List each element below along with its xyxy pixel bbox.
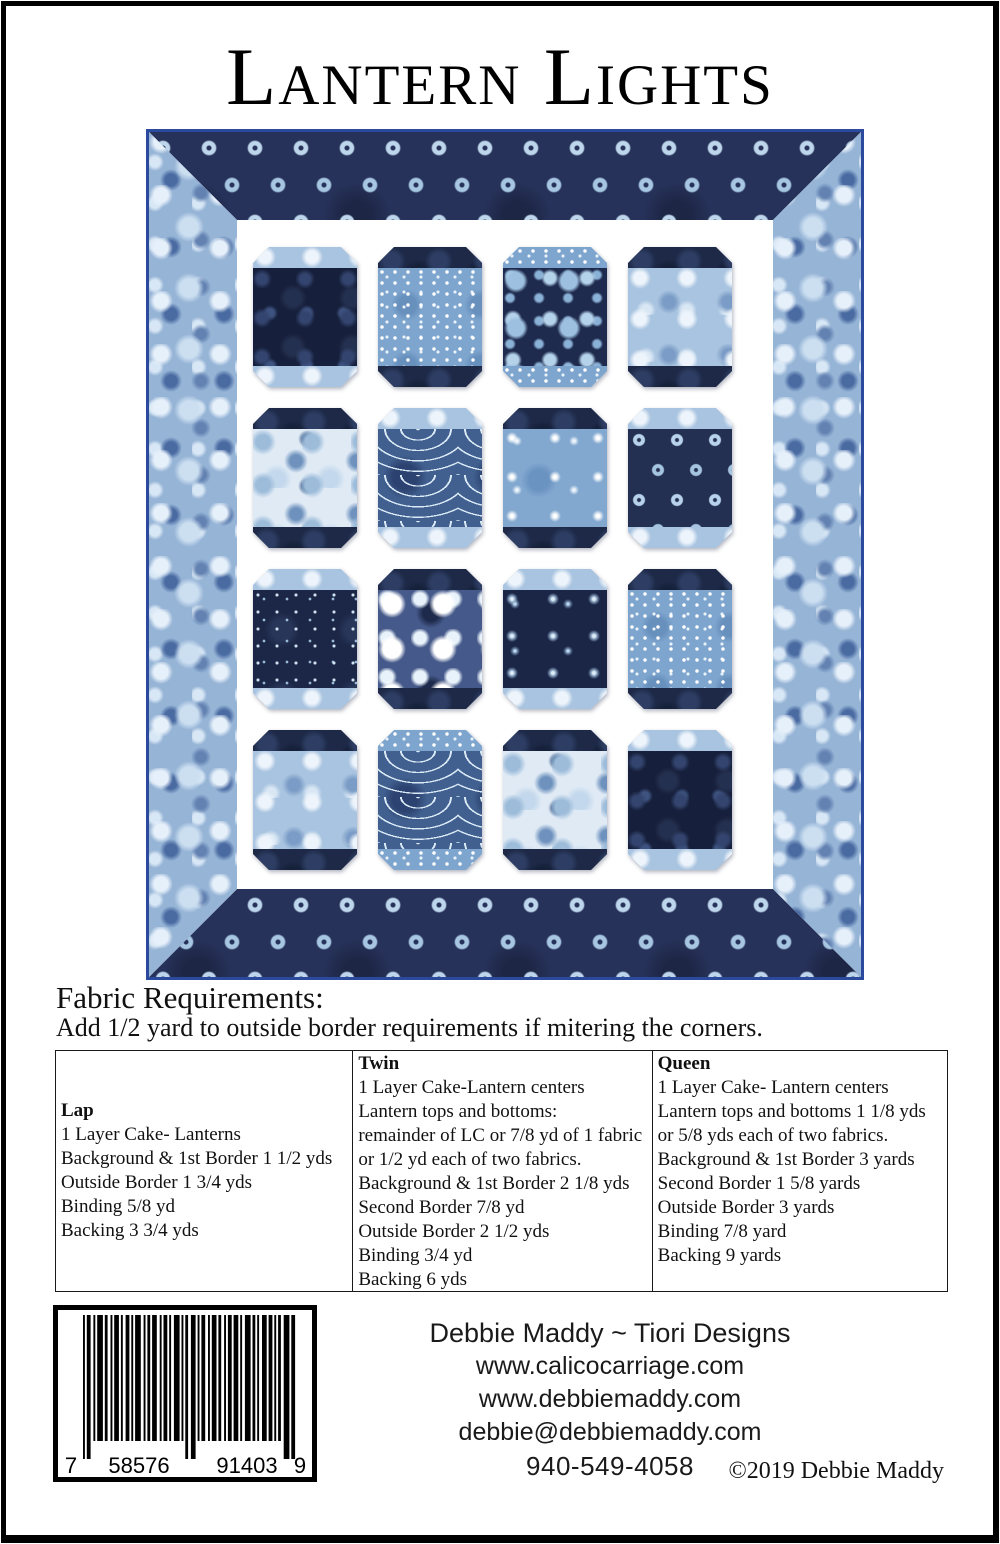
fabric-column-lap [56, 1051, 352, 1291]
column-header: Lap [61, 1100, 94, 1121]
requirement-line: Backing 6 yds [358, 1269, 468, 1290]
lantern-block [253, 408, 357, 548]
website-calicocarriage: www.calicocarriage.com [475, 1352, 745, 1380]
email-address: debbie@debbiemaddy.com [458, 1418, 762, 1446]
lantern-block [378, 408, 482, 548]
lantern-block [503, 730, 607, 870]
lantern-block [378, 569, 482, 709]
requirement-line: Lantern tops and bottoms: [358, 1101, 558, 1122]
fabric-column-queen [652, 1051, 947, 1291]
requirement-line: or 5/8 yds each of two fabrics. [657, 1125, 889, 1146]
upc-barcode [53, 1305, 317, 1487]
requirement-line: Binding 5/8 yd [61, 1196, 176, 1217]
lantern-grid [253, 247, 732, 870]
quilt-border-right [773, 132, 861, 977]
requirement-line: 1 Layer Cake-Lantern centers [358, 1077, 585, 1098]
lantern-block [503, 247, 607, 387]
quilt-image [146, 129, 864, 980]
requirement-line: Backing 3 3/4 yds [61, 1220, 199, 1241]
requirement-line: Background & 1st Border 3 yards [657, 1149, 915, 1170]
lantern-block [378, 730, 482, 870]
requirement-line: 1 Layer Cake- Lanterns [61, 1124, 241, 1145]
quilt-border-bottom [149, 889, 861, 977]
fabric-requirements-note: Add 1/2 yard to outside border requirements if mitering the corners. [56, 1013, 763, 1042]
svg-text:7: 7 [64, 1453, 78, 1478]
designer-name: Debbie Maddy ~ Tiori Designs [429, 1318, 791, 1348]
fabric-requirements-table [55, 1050, 948, 1292]
svg-text:91403: 91403 [216, 1453, 278, 1478]
requirement-line: Outside Border 3 yards [657, 1197, 835, 1218]
copyright-notice: ©2019 Debbie Maddy [728, 1458, 944, 1484]
column-header: Twin [358, 1053, 400, 1074]
requirement-line: remainder of LC or 7/8 yd of 1 fabric [358, 1125, 643, 1146]
requirement-line: Lantern tops and bottoms 1 1/8 yds [657, 1101, 926, 1122]
lantern-block [253, 569, 357, 709]
lantern-block [503, 569, 607, 709]
svg-text:58576: 58576 [108, 1453, 170, 1478]
barcode-svg [53, 1305, 317, 1482]
lantern-block [253, 730, 357, 870]
phone-number: 940-549-4058 [526, 1451, 694, 1481]
requirement-line: 1 Layer Cake- Lantern centers [657, 1077, 889, 1098]
quilt-border-top [149, 132, 861, 220]
requirement-line: Outside Border 1 3/4 yds [61, 1172, 253, 1193]
website-debbiemaddy: www.debbiemaddy.com [478, 1385, 742, 1413]
quilt-background [237, 220, 773, 889]
requirement-line: Second Border 1 5/8 yards [657, 1173, 861, 1194]
svg-text:9: 9 [293, 1453, 307, 1478]
requirement-line: Second Border 7/8 yd [358, 1197, 525, 1218]
fabric-requirements-heading: Fabric Requirements: [56, 980, 324, 1015]
requirement-line: Binding 3/4 yd [358, 1245, 473, 1266]
lantern-block [628, 408, 732, 548]
lantern-block [253, 247, 357, 387]
requirement-line: Background & 1st Border 1 1/2 yds [61, 1148, 333, 1169]
quilt-border-left [149, 132, 237, 977]
fabric-column-twin [352, 1051, 651, 1291]
lantern-block [378, 247, 482, 387]
lantern-block [628, 730, 732, 870]
requirement-line: Binding 7/8 yard [657, 1221, 787, 1242]
lantern-block [628, 569, 732, 709]
lantern-block [503, 408, 607, 548]
page-title: Lantern Lights [226, 31, 774, 122]
requirement-line: or 1/2 yd each of two fabrics. [358, 1149, 582, 1170]
requirement-line: Outside Border 2 1/2 yds [358, 1221, 550, 1242]
requirement-line: Backing 9 yards [657, 1245, 782, 1266]
lantern-block [628, 247, 732, 387]
column-header: Queen [657, 1053, 711, 1074]
requirement-line: Background & 1st Border 2 1/8 yds [358, 1173, 630, 1194]
